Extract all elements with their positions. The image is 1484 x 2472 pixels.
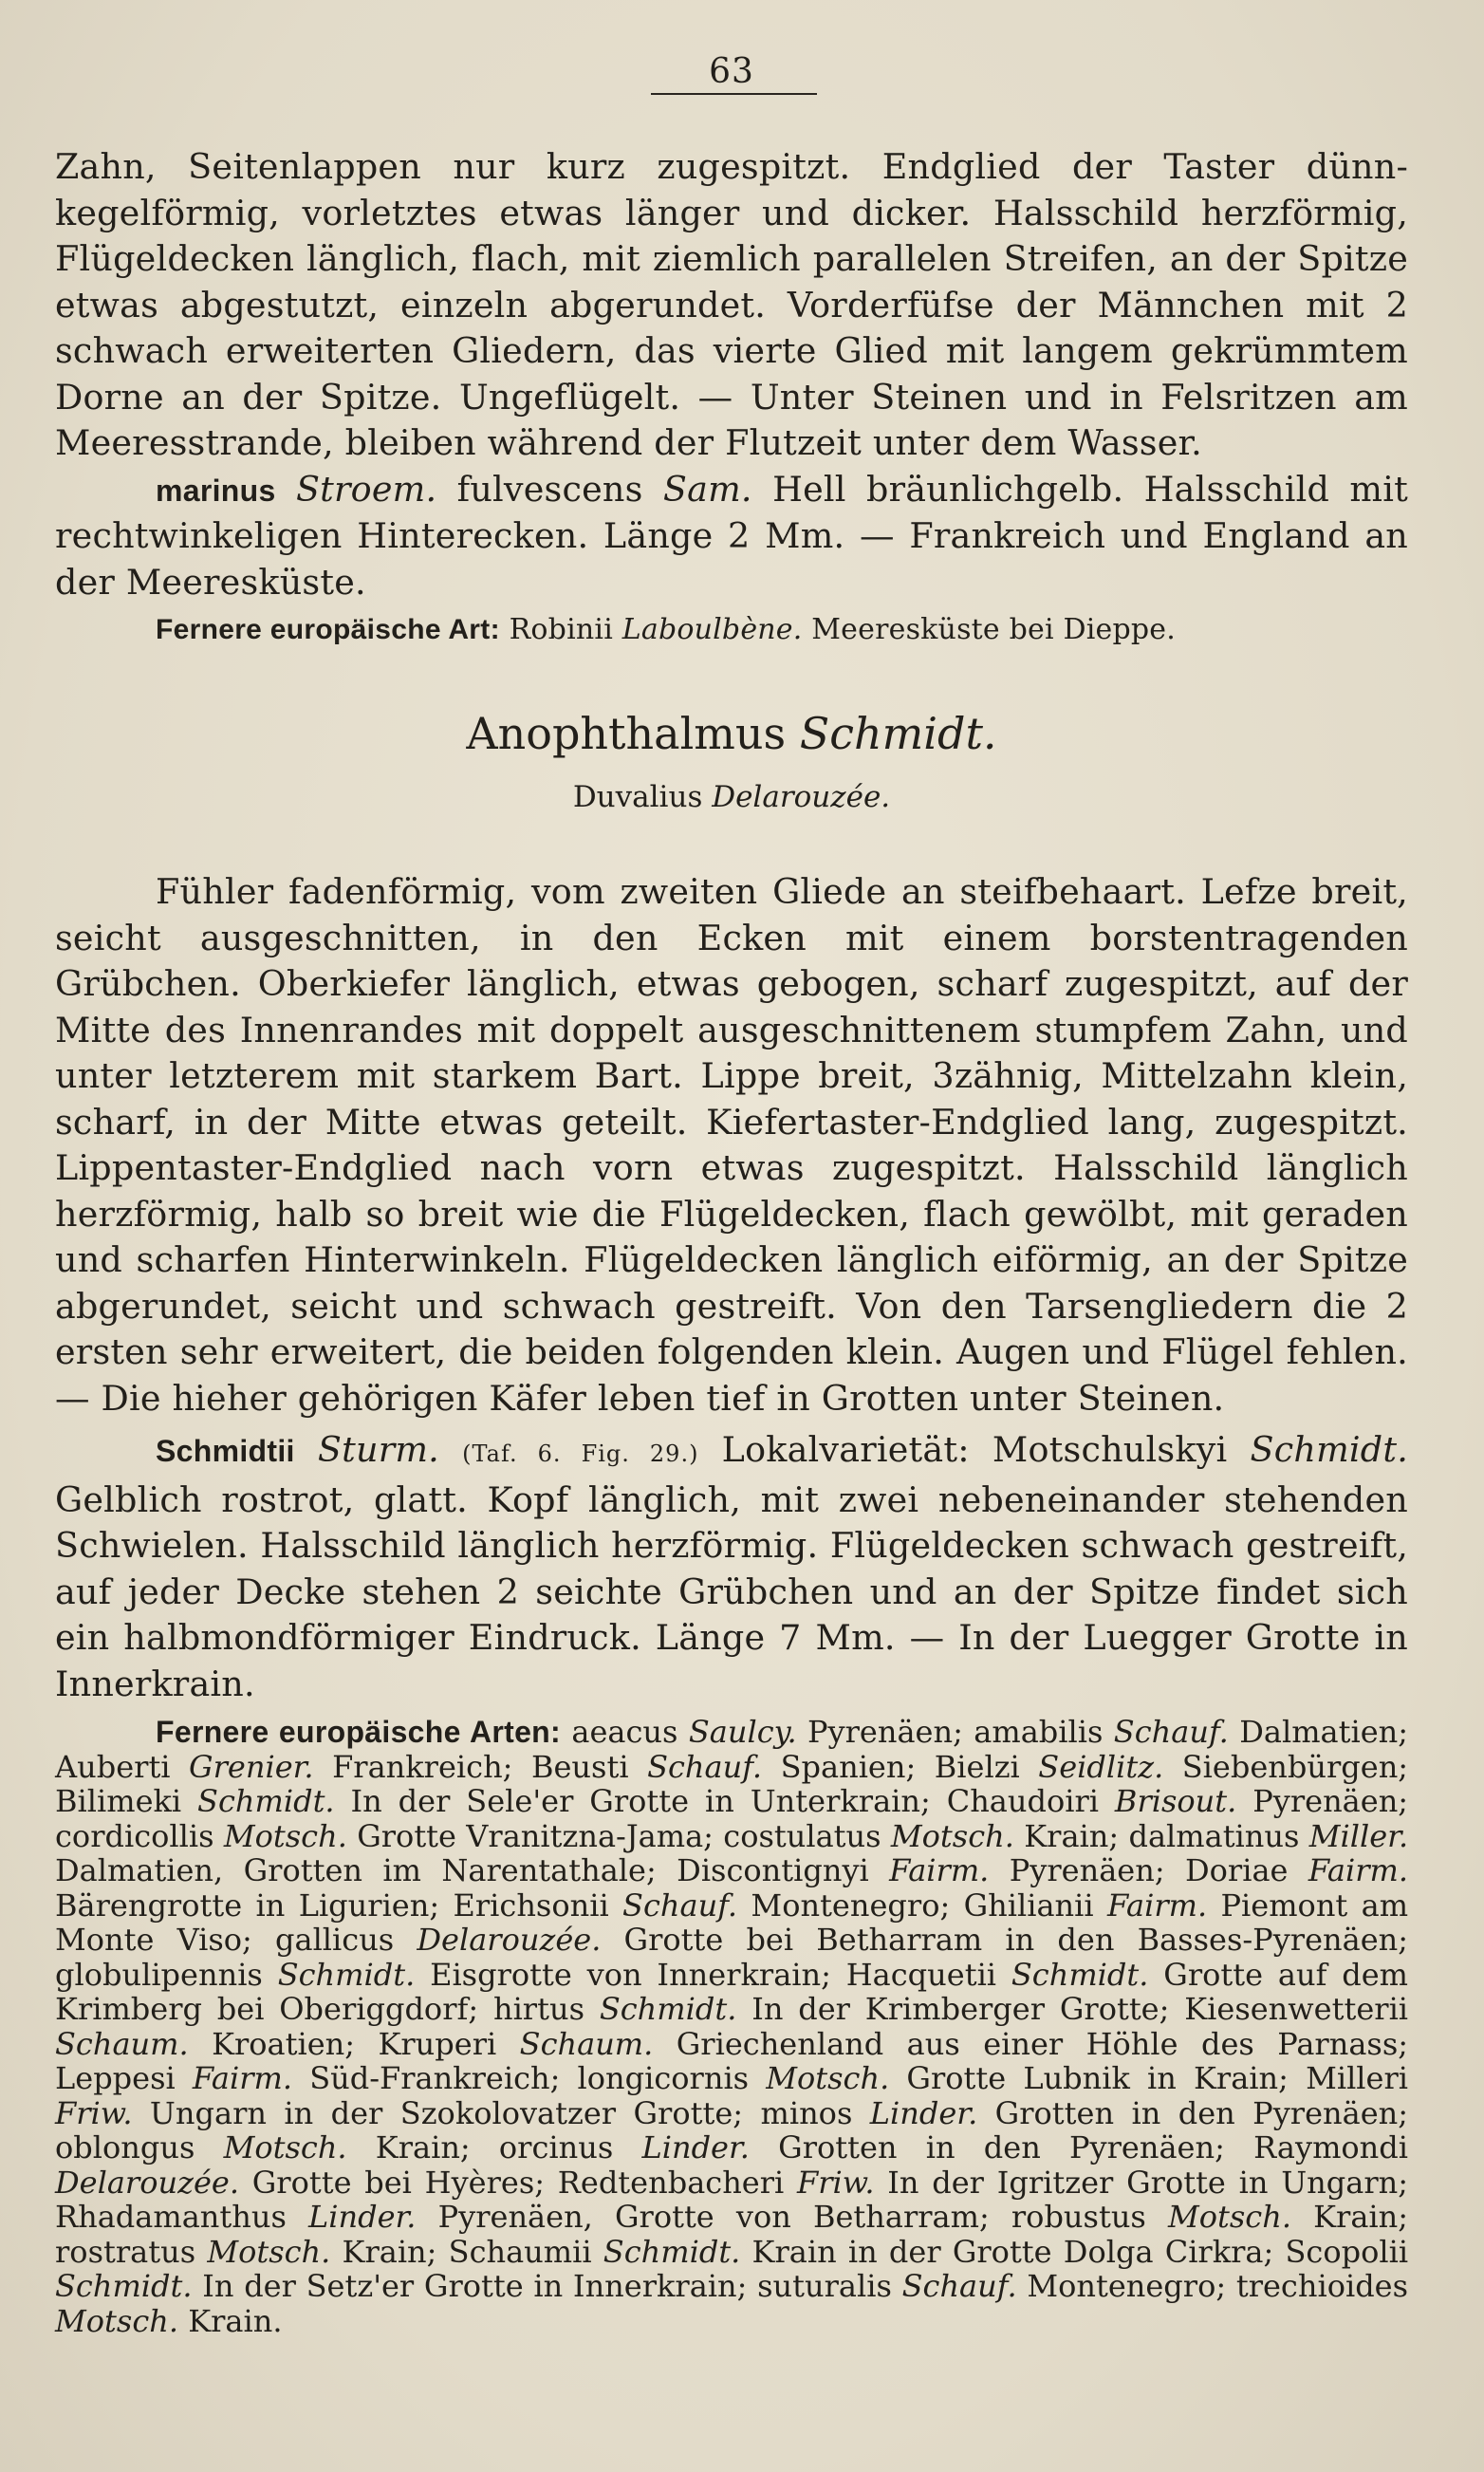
species-list-item [714,1818,1119,1854]
species-list-name: Bilimeki [55,1783,182,1819]
species-list-locality: Krain; [1024,1817,1120,1854]
species-list-author: Motsch. [223,2129,347,2165]
species-list-name: Kiesenwetterii [1184,1991,1409,2027]
species-list-item [355,2026,1408,2062]
species-list-author: Schauf. [1113,1714,1229,1750]
species-list-item [931,1783,1408,1819]
species-list-name: Redtenbacheri [557,2164,785,2201]
genus-synonym-name: Duvalius [572,780,703,814]
species-list-author: Fairm. [1308,1852,1409,1888]
species-list-locality: Pyrenäen, Grotte von Betharram; [437,2199,990,2235]
species-list-locality: Grotte bei Hyères; [251,2164,546,2201]
other-european-species-1 [55,611,1408,649]
genus-synonym [55,780,1408,814]
species-list-name: Scopolii [1285,2233,1409,2270]
species-list-author: Fairm. [889,1852,990,1888]
other-species-author: Laboulbène. [621,613,803,646]
species-list-name: Discontignyi [677,1852,869,1888]
species-list-name: Schaumii [448,2233,592,2270]
species-list-author: Schmidt. [599,1991,737,2027]
species-list-locality: Pyrenäen; [807,1714,963,1750]
species-author: Stroem. [295,468,437,510]
genus-description: Fühler fadenförmig, vom zweiten Gliede an steifbehaart. Lefze breit, seicht ausgeschnitten, in den Ecken mit einem borstentragenden Grübchen. Oberkiefer länglich, etwas gebogen, scharf zugespitzt, auf der Mitte des Innenrandes mit doppelt ausgeschnittenem stumpfem Zahn, und unter letzterem mit starkem Bart. Lippe breit, 3zähnig, Mittelzahn klein, scharf, in der Mitte etwas geteilt. Kiefertaster-Endglied lang, zugespitzt. Lippentaster-Endglied nach vorn etwas zugespitzt. Halsschild länglich herzförmig, halb so breit wie die Flügeldecken, flach gewölbt, mit geraden und scharfen Hinterwinkeln. Flügeldecken länglich eiförmig, an der Spitze abgerundet, seicht und schwach gestreift. Von den Tarsengliedern die 2 ersten sehr erweitert, die beiden folgenden klein. Augen und Flügel fehlen. — Die hieher gehörigen Käfer leben tief in Grotten unter Steinen. [55,871,1408,1419]
species-list-author: Linder. [869,2094,978,2131]
genus-author: Schmidt. [799,708,997,759]
species-list-author: Friw. [55,2094,133,2131]
species-list-locality: Grotte Lubnik in Krain; [906,2060,1289,2096]
species-list-name: dalmatinus [1128,1817,1300,1854]
species-list-name: Beusti [530,1748,629,1785]
species-entry-marinus [55,467,1408,606]
species-list-author: Linder. [308,2199,417,2235]
species-list-name: aeacus [571,1714,678,1750]
species-list-locality: Dalmatien, Grotten im Narentathale; [55,1852,657,1888]
species-list-author: Miller. [1308,1817,1409,1854]
species-list-author: Motsch. [55,2302,179,2339]
species-list-author: Schmidt. [197,1783,335,1819]
species-list-author: Schaum. [55,2025,189,2062]
species-list-author: Saulcy. [688,1714,797,1750]
species-list-locality: In der Krimberger Grotte; [751,1991,1170,2027]
species-list-name: Raymondi [1253,2129,1408,2165]
species-list-locality: In der Sele'er Grotte in Unterkrain; [350,1783,931,1819]
species-description: Gelblich rostrot, glatt. Kopf länglich, mit zwei nebeneinander stehenden Schwielen. Halsschild länglich herzförmig. Flügeldecken schwach gestreift, auf jeder Decke stehen 2 seichte Grübchen und an der Spitze findet sich ein halbmondförmiger Eindruck. Länge 7 Mm. — In der Luegger Grotte in Innerkrain. [55,1478,1408,1704]
species-list-name: hirtus [492,1991,584,2027]
species-list-locality: Krain. [188,2302,283,2339]
species-list-item [55,1957,831,1993]
species-list-author: Schmidt. [55,2268,193,2304]
species-list-locality: Süd-Frankreich; [309,2060,561,2096]
page-number: 63 [709,52,754,91]
species-list-item [55,1818,714,1854]
species-list-locality: Grotte bei Betharram in den Basses-Pyrenäen; [623,1922,1409,1958]
species-list-name: Ghilianii [963,1887,1094,1924]
species-list-item [471,2129,1225,2165]
species-list-locality: Kroatien; [212,2025,356,2062]
variety-author: Schmidt. [1250,1429,1409,1470]
species-list-item [545,2165,1408,2201]
species-list-name: Doriae [1185,1852,1289,1888]
species-list-name: Rhadamanthus [55,2199,287,2235]
species-list-item [571,1714,962,1750]
other-species-label: Fernere europäische Art: [156,614,500,645]
species-list-item [439,1887,950,1924]
species-list-name: trechioides [1235,2268,1409,2304]
species-list-author: Seidlitz. [1038,1748,1164,1785]
genus-synonym-author: Delarouzée. [712,780,891,814]
other-species-label: Fernere europäische Arten: [156,1715,561,1749]
species-list-locality: Krain; [342,2233,437,2270]
species-list-item [55,2060,560,2096]
species-list-item [436,2234,1273,2270]
species-list-item [55,2199,990,2235]
species-list-author: Friw. [797,2164,875,2201]
species-list-locality: Montenegro; [751,1887,951,1924]
species-list-author: Delarouzée. [55,2164,239,2201]
species-list-locality: Piemont am Monte Viso; [55,1887,1409,1958]
species-list-author: Schauf. [647,1748,763,1785]
species-list-author: Motsch. [890,1817,1014,1854]
species-list-name: globulipennis [55,1956,263,1993]
species-list-author: Schmidt. [603,2233,741,2270]
species-name: marinus [156,473,276,508]
species-author: Sturm. [317,1429,439,1470]
species-list-author: Linder. [641,2129,750,2165]
synonym-author: Sam. [662,468,752,510]
synonym-name: fulvescens [456,468,643,510]
species-list-locality: Krain; [375,2129,471,2165]
species-list-locality: Grotte Vranitzna-Jama; [357,1817,714,1854]
species-list-name: Milleri [1306,2060,1408,2096]
species-list-item [560,2060,1289,2096]
species-list-locality: Bärengrotte in Ligurien; [55,1887,440,1924]
species-list-item [478,1991,1169,2027]
species-list-author: Delarouzée. [417,1922,602,1958]
species-list-name: gallicus [275,1922,395,1958]
species-list-item [963,1714,1408,1750]
species-list-locality: Eisgrotte von Innerkrain; [430,1956,831,1993]
genus-name: Anophthalmus [466,708,787,759]
species-list-locality: Krain in der Grotte Dolga Cirkra; [751,2233,1274,2270]
species-list-locality: In der Setz'er Grotte in Innerkrain; [202,2268,748,2304]
species-list-item [990,2199,1408,2235]
header-rule [651,93,817,95]
species-list-author: Grenier. [189,1748,314,1785]
species-list-locality: Krain; [1313,2199,1409,2235]
species-list-author: Schmidt. [1011,1956,1149,1993]
other-species-locality: Meeresküste bei Dieppe. [811,613,1176,646]
species-list-locality: Montenegro; [1027,2268,1227,2304]
species-description: Hell bräunlichgelb. Halsschild mit rechtwinkeligen Hinterecken. Länge 2 Mm. — Frankreich und England an der Meeresküste. [55,468,1408,603]
species-list-locality: Spanien; [780,1748,917,1785]
species-list-locality: Frankreich; [332,1748,513,1785]
species-list-name: Kruperi [378,2025,497,2062]
species-list-name: cordicollis [55,1817,214,1854]
species-list-author: Fairm. [1106,1887,1208,1924]
species-list-item [55,1783,931,1819]
species-list-author: Brisout. [1114,1783,1237,1819]
species-list-name: Bielzi [934,1748,1020,1785]
species-list-locality: Pyrenäen; [1009,1852,1165,1888]
species-list-author: Motsch. [766,2060,890,2096]
species-list-author: Fairm. [192,2060,293,2096]
species-list-name: oblongus [55,2129,195,2165]
species-list-locality: Griechenland aus einer Höhle des Parnass; [676,2025,1409,2062]
species-entry-schmidtii [55,1427,1408,1707]
species-list-name: longicornis [577,2060,750,2096]
plate-reference: (Taf. 6. Fig. 29.) [462,1440,699,1467]
species-list-item [252,1922,1408,1958]
species-list-name: costulatus [723,1817,881,1854]
species-list-locality: Siebenbürgen; [1181,1748,1409,1785]
species-list-name: minos [760,2094,853,2131]
species-list-item [55,2234,436,2270]
species-list-name: Erichsonii [453,1887,609,1924]
species-name: Schmidtii [156,1434,295,1468]
species-list-name: Leppesi [55,2060,176,2096]
species-list-author: Motsch. [223,1817,347,1854]
species-list-name: Auberti [55,1748,171,1785]
species-list-item [657,1852,1165,1888]
species-list-locality: Pyrenäen; [1252,1783,1409,1819]
paragraph-continuation: Zahn, Seitenlappen nur kurz zugespitzt. Endglied der Taster dünn-kegelförmig, vorletztes etwas länger und dicker. Halsschild herzförmig, Flügeldecken länglich, flach, mit ziemlich parallelen Streifen, an der Spitze etwas abgestutzt, einzeln abgerundet. Vorderfüfse der Männchen mit 2 schwach erweiterten Gliedern, das vierte Glied mit langem gekrümmtem Dorne an der Spitze. Ungeflügelt. — Unter Steinen und in Felsritzen am Meeresstrande, bleiben während der Flutzeit unter dem Wasser. [55,146,1408,463]
species-list-item [512,1749,916,1785]
other-species-list [55,1714,1408,2339]
genus-heading [55,708,1408,759]
species-list-name: suturalis [757,2268,892,2304]
species-list-author: Schauf. [901,2268,1017,2304]
species-list-item [55,2129,471,2165]
species-list-name: amabilis [974,1714,1104,1750]
species-list-author: Schauf. [622,1887,738,1924]
species-list-locality: Grotte auf dem Krimberg bei Oberiggdorf; [55,1956,1409,2027]
other-european-species-2 [55,1715,1408,2338]
other-species-name: Robinii [509,613,613,646]
species-list-name: rostratus [55,2233,196,2270]
species-list-locality: Ungarn in der Szokolovatzer Grotte; [149,2094,744,2131]
species-list-item [916,1749,1408,1785]
species-list-name: Hacquetii [845,1956,997,1993]
species-list-name: robustus [1011,2199,1146,2235]
species-list-author: Schaum. [519,2025,654,2062]
species-list-author: Schmidt. [277,1956,416,1993]
species-list-name: orcinus [498,2129,614,2165]
species-list-author: Motsch. [207,2233,331,2270]
species-list-locality: Dalmatien; [1239,1714,1409,1750]
species-list-item [55,1749,512,1785]
species-list-author: Motsch. [1167,2199,1291,2235]
species-list-item [747,2268,1226,2304]
variety-label: Lokalvarietät: Motschulskyi [721,1429,1228,1470]
species-list-name: Chaudoiri [946,1783,1099,1819]
species-list-locality: Grotten in den Pyrenäen; [778,2129,1225,2165]
species-list-item [743,2095,1408,2131]
species-list-locality: Grotten in den Pyrenäen; [994,2094,1409,2131]
species-list-locality: In der Igritzer Grotte in Ungarn; [887,2164,1409,2201]
